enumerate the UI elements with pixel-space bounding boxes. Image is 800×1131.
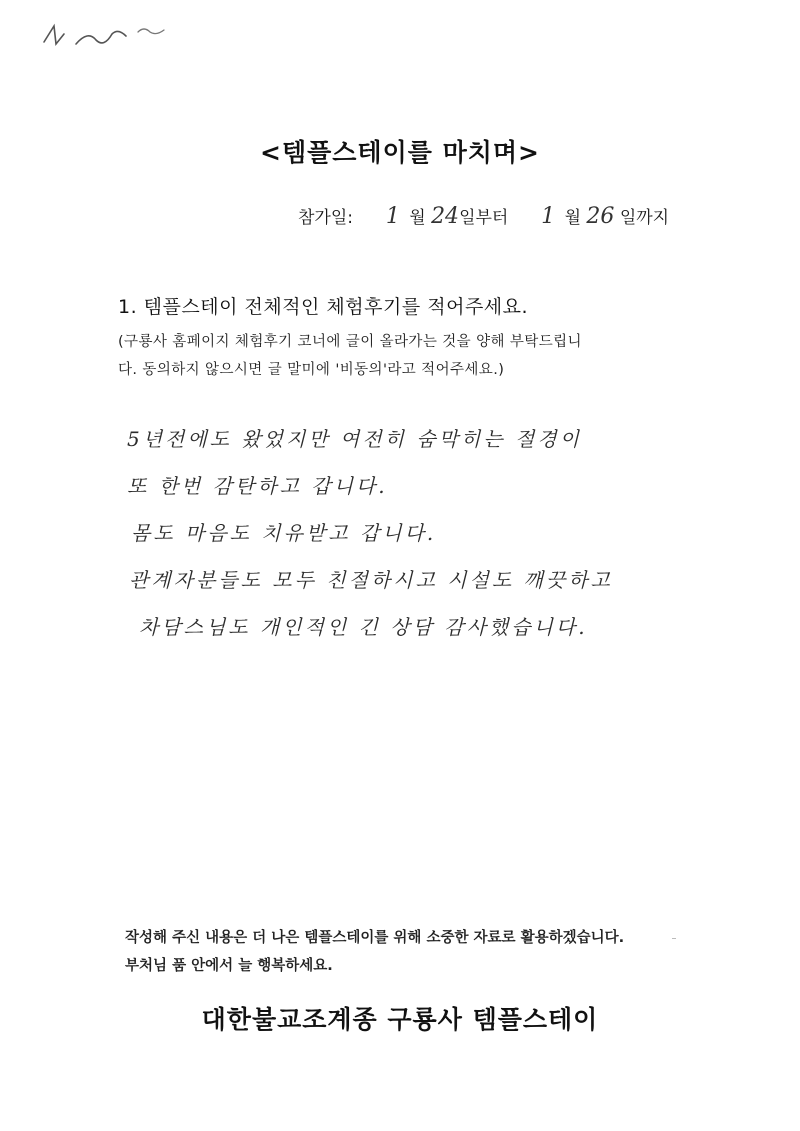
footer-message (125, 924, 624, 980)
answer-line: 몸도 마음도 치유받고 갑니다. (131, 521, 437, 545)
footer-line: 작성해 주신 내용은 더 나은 템플스테이를 위해 소중한 자료로 활용하겠습니다. (125, 930, 625, 946)
period-label: 참가일: (298, 208, 353, 228)
answer-line: 5년전에도 왔었지만 여전히 숨막히는 절경이 (127, 427, 582, 451)
answer-line: 또 한번 감탄하고 갑니다. (127, 474, 388, 498)
stray-mark (672, 938, 676, 939)
from-text: 일부터 (459, 208, 509, 228)
answer-line: 차담스님도 개인적인 긴 상담 감사했습니다. (139, 615, 588, 639)
answer-line: 관계자분들도 모두 친절하시고 시설도 깨끗하고 (129, 568, 613, 592)
month-unit-end: 월 (564, 208, 581, 228)
corner-scribble-mark (40, 14, 170, 54)
consent-note (118, 328, 698, 384)
end-day: 26 (586, 204, 615, 229)
organization-name: 대한불교조계종 구룡사 템플스테이 (201, 1005, 599, 1034)
note-line: (구룡사 홈페이지 체험후기 코너에 글이 올라가는 것을 양해 부탁드립니 (118, 334, 582, 350)
note-line: 다. 동의하지 않으시면 글 말미에 '비동의'라고 적어주세요.) (118, 362, 505, 378)
handwritten-answer (125, 416, 685, 651)
participation-period (298, 203, 669, 229)
footer-line: 부처님 품 안에서 늘 행복하세요. (125, 958, 333, 974)
until-text: 일까지 (619, 208, 670, 228)
start-month: 1 (385, 204, 400, 229)
question-heading: 1. 템플스테이 전체적인 체험후기를 적어주세요. (118, 296, 529, 318)
start-day: 24 (431, 204, 460, 229)
end-month: 1 (541, 204, 556, 229)
page-title: <템플스테이를 마치며> (260, 138, 540, 167)
month-unit-start: 월 (409, 208, 426, 228)
